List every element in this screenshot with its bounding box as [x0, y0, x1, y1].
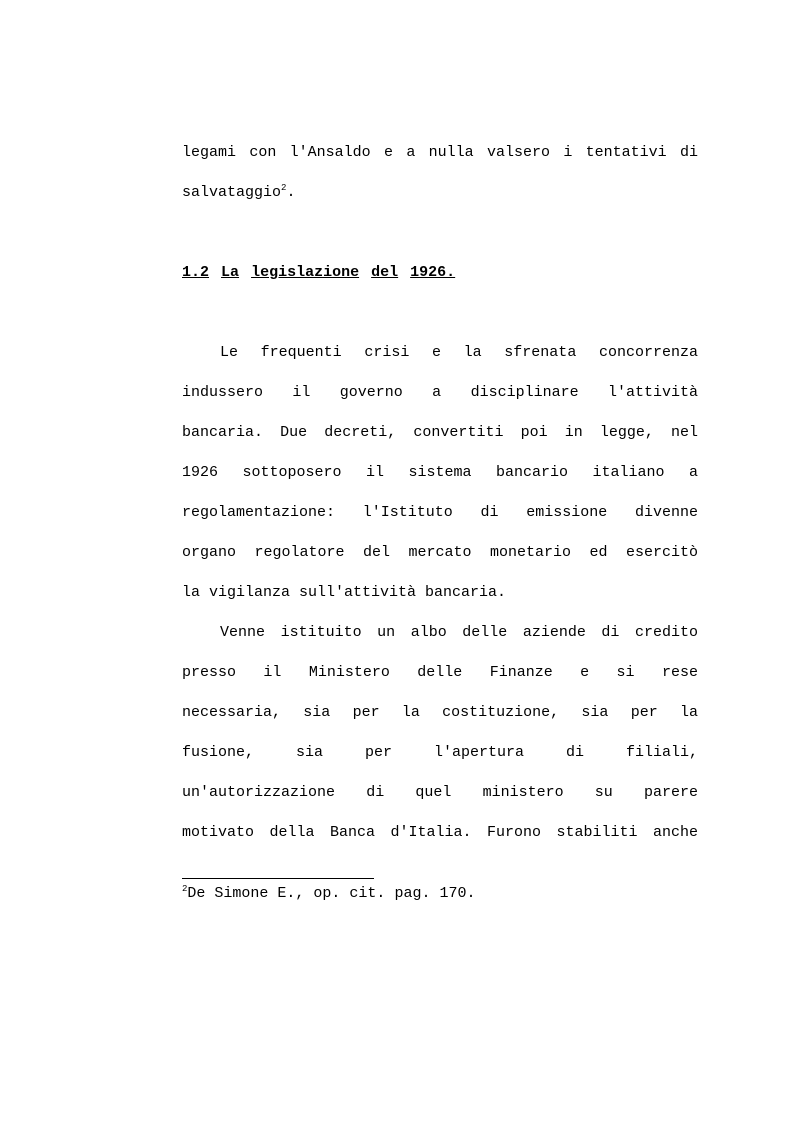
footnote-marker: 2: [182, 884, 188, 894]
heading-word: del: [371, 264, 399, 281]
body-line: indussero il governo a disciplinare l'attività: [182, 384, 698, 401]
body-line: legami con l'Ansaldo e a nulla valsero i tentativi di: [182, 144, 698, 161]
body-line: la vigilanza sull'attività bancaria.: [182, 584, 507, 601]
footnote-separator: [182, 878, 374, 879]
body-line: regolamentazione: l'Istituto di emissione divenne: [182, 504, 698, 521]
footnote: [182, 884, 475, 904]
body-line: bancaria. Due decreti, convertiti poi in legge, nel: [182, 424, 698, 441]
body-line: Venne istituito un albo delle aziende di credito: [220, 624, 698, 641]
body-line: 1926 sottoposero il sistema bancario italiano a: [182, 464, 698, 481]
heading-word: La: [221, 264, 240, 281]
body-line: motivato della Banca d'Italia. Furono stabiliti anche: [182, 824, 698, 841]
body-line: Le frequenti crisi e la sfrenata concorrenza: [220, 344, 698, 361]
body-line: presso il Ministero delle Finanze e si rese: [182, 664, 698, 681]
body-line: fusione, sia per l'apertura di filiali,: [182, 744, 698, 761]
footnote-text: De Simone E., op. cit. pag. 170.: [187, 885, 476, 902]
heading-word: legislazione: [251, 264, 360, 281]
footnote-reference: 2: [281, 183, 287, 193]
heading-number: 1.2: [182, 264, 210, 281]
body-line: necessaria, sia per la costituzione, sia per la: [182, 704, 698, 721]
body-line: [182, 183, 698, 203]
body-text: salvataggio: [182, 184, 282, 201]
body-text: .: [286, 184, 296, 201]
body-line: organo regolatore del mercato monetario ed esercitò: [182, 544, 698, 561]
body-line: un'autorizzazione di quel ministero su parere: [182, 784, 698, 801]
heading-word: 1926.: [410, 264, 456, 281]
section-heading: [182, 263, 698, 283]
